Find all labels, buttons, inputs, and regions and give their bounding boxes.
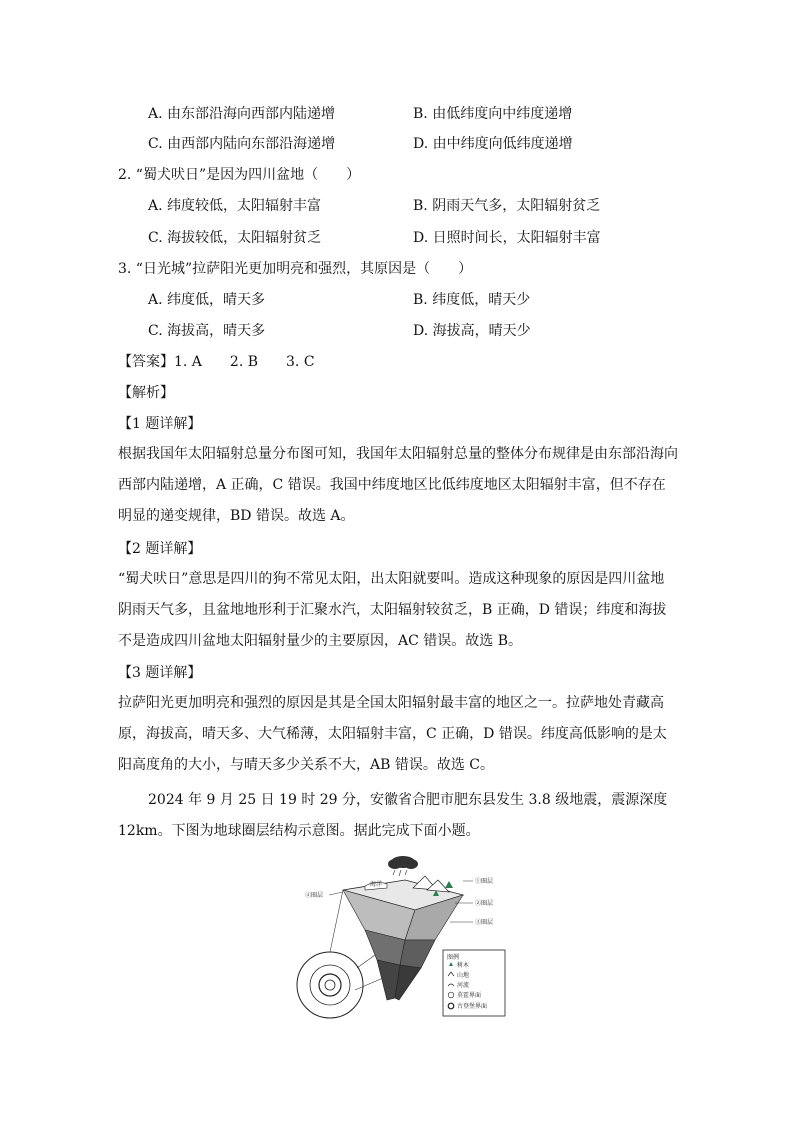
analysis-title: 【解析】: [118, 385, 174, 401]
q3-option-c: C. 海拔高，晴天多: [148, 323, 266, 339]
q1-option-a: A. 由东部沿海向西部内陆递增: [148, 106, 336, 122]
q3-stem: 3. “日光城”拉萨阳光更加明亮和强烈，其原因是（ ）: [118, 261, 473, 277]
detail-2-title: 【2 题详解】: [118, 541, 202, 557]
q3-option-a: A. 纬度低，晴天多: [148, 292, 266, 308]
q2-option-a: A. 纬度较低，太阳辐射丰富: [148, 198, 322, 214]
q3-option-d: D. 海拔高，晴天少: [413, 323, 531, 339]
layer-2-label: ②圈层: [475, 900, 494, 907]
legend-gutenberg-label: 古登堡界面: [457, 1003, 488, 1010]
layer-4-label: ④圈层: [305, 892, 324, 899]
detail-1-text: 根据我国年太阳辐射总量分布图可知，我国年太阳辐射总量的整体分布规律是由东部沿海向西部内陆递增，A 正确，C 错误。我国中纬度地区比低纬度地区太阳辐射丰富，但不存在明显的递变规律，BD 错误。故选 A。: [118, 446, 678, 524]
earth-layers-figure: [295, 850, 515, 1020]
q1-option-c: C. 由西部内陆向东部沿海递增: [148, 136, 336, 152]
q3-option-b: B. 纬度低，晴天少: [413, 292, 531, 308]
cloud-icon: [388, 856, 418, 876]
detail-3-title: 【3 题详解】: [118, 665, 202, 681]
q2-option-d: D. 日照时间长，太阳辐射丰富: [413, 230, 601, 246]
q2-option-c: C. 海拔较低，太阳辐射贫乏: [148, 230, 322, 246]
detail-3-text: 拉萨阳光更加明亮和强烈的原因是其是全国太阳辐射最丰富的地区之一。拉萨地处青藏高原，海拔高，晴天多、大气稀薄，太阳辐射丰富，C 正确，D 错误。纬度高低影响的是太阳高度角的大小，与晴天多少关系不大，AB 错误。故选 C。: [118, 695, 667, 773]
intro-line-1: 2024 年 9 月 25 日 19 时 29 分，安徽省合肥市肥东县发生 3.8 级地震，震源深度: [148, 792, 668, 808]
q2-option-b: B. 阴雨天气多，太阳辐射贫乏: [413, 198, 601, 214]
ocean-label: 海洋: [370, 881, 383, 888]
legend-mountain-label: 山地: [457, 972, 470, 979]
legend-tree-label: 树木: [457, 962, 470, 969]
answer-line: 【答案】1. A 2. B 3. C: [118, 354, 315, 370]
detail-1-title: 【1 题详解】: [118, 416, 202, 432]
legend-river-label: 河流: [457, 982, 470, 989]
layer-3-label: ③圈层: [475, 919, 494, 926]
q2-stem: 2. “蜀犬吠日”是因为四川盆地（ ）: [118, 167, 361, 183]
globe-sphere: [297, 952, 363, 1018]
q1-option-b: B. 由低纬度向中纬度递增: [413, 106, 573, 122]
legend-title: 图例: [447, 954, 460, 961]
legend-moho-label: 莫霍界面: [457, 992, 482, 999]
intro-line-2: 12km。下图为地球圈层结构示意图。据此完成下面小题。: [118, 823, 480, 839]
detail-2-text: “蜀犬吠日”意思是四川的狗不常见太阳，出太阳就要叫。造成这种现象的原因是四川盆地阴雨天气多，且盆地地形利于汇聚水汽，太阳辐射较贫乏，B 正确，D 错误；纬度和海拔不是造成四川盆地太阳辐射量少的主要原因，AC 错误。故选 B。: [118, 571, 667, 649]
legend-gutenberg-icon: [448, 1003, 454, 1009]
legend-moho-icon: [448, 992, 454, 998]
q1-option-d: D. 由中纬度向低纬度递增: [413, 136, 573, 152]
layer-1-label: ①圈层: [475, 878, 494, 885]
legend: [443, 950, 505, 1016]
